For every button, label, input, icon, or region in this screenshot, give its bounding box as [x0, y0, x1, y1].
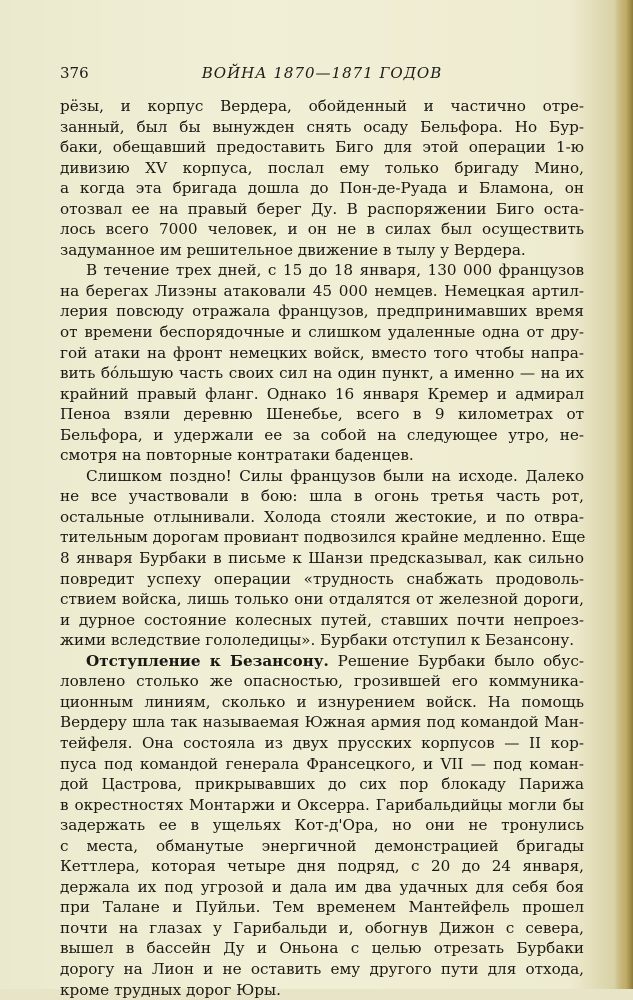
- text-line: [60, 137, 584, 158]
- line-text: баки, обещавший предоставить Биго для этой операции 1-ю: [60, 138, 584, 157]
- text-line: [60, 938, 584, 959]
- line-text: 8 января Бурбаки в письме к Шанзи предсказывал, как сильно: [60, 549, 584, 568]
- text-line: [60, 322, 584, 343]
- text-line: [60, 486, 584, 507]
- line-text: лось всего 7000 человек, и он не в силах был осуществить: [60, 220, 584, 239]
- text-line: [60, 404, 584, 425]
- line-text: занный, был бы вынужден снять осаду Бельфора. Но Бур-: [60, 117, 584, 136]
- text-line: [60, 527, 584, 548]
- text-line: [60, 733, 584, 754]
- text-line: [60, 548, 584, 569]
- line-text: смотря на повторные контратаки баденцев.: [60, 446, 414, 465]
- line-text: в окрестностях Монтаржи и Оксерра. Гарибальдийцы могли бы: [60, 795, 584, 814]
- line-text: дой Цастрова, прикрывавших до сих пор блокаду Парижа: [60, 775, 584, 794]
- line-text: Вердеру шла так называемая Южная армия под командой Ман-: [60, 713, 584, 732]
- text-line: [60, 692, 584, 713]
- line-text: задуманное им решительное движение в тылу у Вердера.: [60, 240, 526, 259]
- line-text: В течение трех дней, с 15 до 18 января, 130 000 французов: [86, 261, 584, 280]
- text-line: [60, 651, 584, 672]
- line-text: дорогу на Лион и не оставить ему другого пути для отхода,: [60, 959, 584, 978]
- text-line: [60, 281, 584, 302]
- text-line: [60, 774, 584, 795]
- text-line: [60, 671, 584, 692]
- text-line: [60, 301, 584, 322]
- line-text: Кеттлера, которая четыре дня подряд, с 20 до 24 января,: [60, 857, 584, 876]
- line-text: отозвал ее на правый берег Ду. В распоряжении Биго оста-: [60, 199, 584, 218]
- line-text: на берегах Лизэны атаковали 45 000 немцев. Немецкая артил-: [60, 281, 584, 300]
- line-text: остальные отлынивали. Холода стояли жестокие, и по отвра-: [60, 507, 584, 526]
- text-line: [60, 610, 584, 631]
- line-text: с места, обманутые энергичной демонстрацией бригады: [60, 836, 584, 855]
- text-line: [60, 836, 584, 857]
- line-text: Бельфора, и удержали ее за собой на следующее утро, не-: [60, 425, 584, 444]
- line-text: тительным дорогам провиант подвозился крайне медленно. Еще: [60, 528, 586, 547]
- text-line: [60, 918, 584, 939]
- text-line: [60, 795, 584, 816]
- text-line: [60, 712, 584, 733]
- line-text: Решение Бурбаки было обус-: [328, 651, 585, 670]
- text-line: [60, 425, 584, 446]
- line-text: ствием войска, лишь только они отдалятся от железной дороги,: [60, 590, 584, 609]
- text-line: [60, 158, 584, 179]
- text-line: [60, 117, 584, 138]
- line-text: от времени беспорядочные и слишком удаленные одна от дру-: [60, 323, 584, 342]
- line-text: при Талане и Пуйльи. Тем временем Мантейфель прошел: [60, 898, 584, 917]
- text-line: [60, 384, 584, 405]
- text-line: [60, 589, 584, 610]
- text-line: [60, 630, 584, 651]
- line-text: повредит успеху операции «трудность снабжать продоволь-: [60, 569, 584, 588]
- running-title: ВОЙНА 1870—1871 ГОДОВ: [201, 64, 443, 82]
- body-text: [60, 96, 584, 1000]
- text-line: [60, 199, 584, 220]
- line-text: лерия повсюду отражала французов, предпринимавших время: [60, 302, 584, 321]
- text-line: [60, 219, 584, 240]
- text-line: [60, 959, 584, 980]
- line-text: не все участвовали в бою: шла в огонь третья часть рот,: [60, 487, 584, 506]
- text-line: [60, 240, 584, 261]
- text-line: [60, 96, 584, 117]
- line-text: ционным линиям, сколько и изнурением войск. На помощь: [60, 692, 584, 711]
- line-text: вышел в бассейн Ду и Оньона с целью отрезать Бурбаки: [60, 939, 584, 958]
- section-heading: Отступление к Безансону.: [86, 651, 329, 670]
- line-text: почти на глазах у Гарибальди и, обогнув Дижон с севера,: [60, 918, 584, 937]
- text-line: [60, 897, 584, 918]
- line-text: кроме трудных дорог Юры.: [60, 980, 281, 999]
- text-line: [60, 178, 584, 199]
- text-line: [60, 343, 584, 364]
- text-line: [60, 877, 584, 898]
- page-edge: [615, 0, 633, 989]
- line-text: ловлено столько же опасностью, грозившей его коммуника-: [60, 672, 584, 691]
- line-text: вить бóльшую часть своих сил на один пункт, а именно — на их: [60, 364, 584, 383]
- line-text: крайний правый фланг. Однако 16 января Кремер и адмирал: [60, 384, 584, 403]
- text-line: [60, 754, 584, 775]
- line-text: пуса под командой генерала Франсецкого, и VII — под коман-: [60, 754, 584, 773]
- text-line: [60, 815, 584, 836]
- line-text: задержать ее в ущельях Кот-д'Ора, но они не тронулись: [60, 816, 584, 835]
- text-line: [60, 980, 584, 1000]
- line-text: держала их под угрозой и дала им два удачных для себя боя: [60, 877, 584, 896]
- text-line: [60, 260, 584, 281]
- line-text: жими вследствие гололедицы». Бурбаки отступил к Безансону.: [60, 631, 575, 650]
- line-text: рёзы, и корпус Вердера, обойденный и частично отре-: [60, 97, 584, 115]
- line-text: и дурное состояние колесных путей, ставших почти непроез-: [60, 610, 584, 629]
- line-text: тейфеля. Она состояла из двух прусских корпусов — II кор-: [60, 733, 584, 752]
- line-text: Пеноа взяли деревню Шенебье, всего в 9 километрах от: [60, 405, 584, 424]
- line-text: гой атаки на фронт немецких войск, вместо того чтобы напра-: [60, 343, 584, 362]
- text-line: [60, 466, 584, 487]
- page-header: [60, 64, 584, 86]
- text-line: [60, 856, 584, 877]
- page-number: 376: [60, 64, 89, 82]
- text-line: [60, 363, 584, 384]
- line-text: дивизию XV корпуса, послал ему только бригаду Мино,: [60, 158, 584, 177]
- line-text: Слишком поздно! Силы французов были на исходе. Далеко: [86, 466, 584, 485]
- text-line: [60, 569, 584, 590]
- line-text: а когда эта бригада дошла до Пон-де-Руада и Бламона, он: [60, 179, 584, 198]
- text-line: [60, 507, 584, 528]
- text-line: [60, 445, 584, 466]
